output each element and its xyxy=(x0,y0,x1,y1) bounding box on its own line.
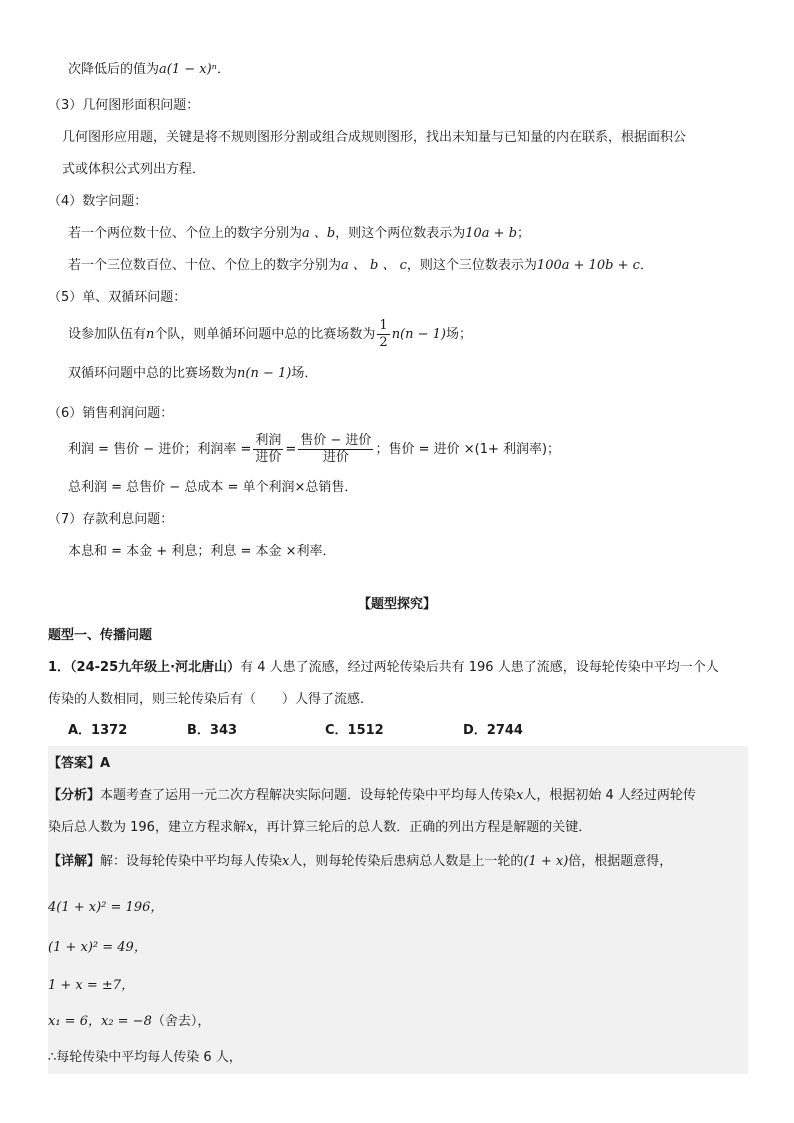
analysis-line xyxy=(48,818,591,838)
variables: a 、b xyxy=(302,226,336,241)
formula: 10a + b xyxy=(465,226,518,241)
text: 若一个两位数十位、个位上的数字分别为 xyxy=(68,226,303,241)
section-title: 【题型探究】 xyxy=(357,597,436,612)
numerator: 1 xyxy=(379,318,388,333)
variable: x xyxy=(245,820,254,835)
paragraph-line xyxy=(68,364,317,384)
paragraph-line: 本息和 = 本金 + 利息；利息 = 本金 ×利率． xyxy=(68,544,336,559)
answer-line xyxy=(48,754,110,774)
text: 场． xyxy=(291,366,318,381)
question-line: 传染的人数相同，则三轮传染后有（ ）人得了流感. xyxy=(48,692,365,707)
fraction xyxy=(377,318,389,351)
text: 个队，则单循环问题中总的比赛场数为 xyxy=(154,327,376,342)
denominator: 2 xyxy=(379,335,388,350)
fraction xyxy=(298,433,373,466)
denominator: 进价 xyxy=(322,450,349,465)
text: 若一个三位数百位、十位、个位上的数字分别为 xyxy=(68,258,342,273)
text: 场； xyxy=(446,327,473,342)
root-1: x₁ = 6， xyxy=(48,1014,101,1029)
paragraph-line: 式或体积公式列出方程． xyxy=(62,162,206,177)
text: 人，根据初始 4 人经过两轮传 xyxy=(523,788,696,803)
numerator: 售价 − 进价 xyxy=(300,433,372,448)
text: 染后总人数为 196，建立方程求解 xyxy=(48,820,246,835)
answer-label: 【答案】 xyxy=(48,756,101,771)
variable: n xyxy=(146,327,155,342)
variables: a 、 b 、 c xyxy=(341,258,407,273)
formula: n(n − 1) xyxy=(391,327,447,342)
equation-4 xyxy=(48,1012,210,1032)
equation-1: 4(1 + x)² = 196， xyxy=(48,900,164,915)
equals-sign: = xyxy=(285,442,297,457)
text: 解：设每轮传染中平均每人传染 xyxy=(100,854,283,869)
paragraph-line xyxy=(68,256,653,276)
subheading-5: （5）单、双循环问题： xyxy=(48,290,187,305)
paragraph-line xyxy=(68,224,530,244)
question-number: 1． xyxy=(48,660,71,675)
text: 倍，根据题意得， xyxy=(568,854,673,869)
formula: 100a + 10b + c xyxy=(536,258,640,273)
text: ，则这个两位数表示为 xyxy=(335,226,466,241)
paragraph-line xyxy=(68,318,472,352)
option-d: D．2744 xyxy=(463,723,523,738)
text: 有 4 人患了流感，经过两轮传染后共有 196 人患了流感，设每轮传染中平均一个人 xyxy=(240,660,719,675)
formula: n(n − 1) xyxy=(237,366,292,381)
text: 本题考查了运用一元二次方程解决实际问题．设每轮传染中平均每人传染 xyxy=(100,788,517,803)
text: 人，则每轮传染后患病总人数是上一轮的 xyxy=(289,854,524,869)
text: 设参加队伍有 xyxy=(68,327,147,342)
option-b: B．343 xyxy=(187,723,238,738)
text: ． xyxy=(639,258,653,273)
text: 利润 = 售价 − 进价；利润率 = xyxy=(68,442,252,457)
analysis-label: 【分析】 xyxy=(48,788,101,803)
question-source: （24-25九年级上·河北唐山） xyxy=(70,660,241,675)
text: 次降低后的值为 xyxy=(68,62,160,77)
equation-3: 1 + x = ±7， xyxy=(48,978,135,993)
denominator: 进价 xyxy=(255,450,282,465)
numerator: 利润 xyxy=(255,433,282,448)
text: 双循环问题中总的比赛场数为 xyxy=(68,366,238,381)
text: （舍去）， xyxy=(151,1014,211,1029)
subheading-6: （6）销售利润问题： xyxy=(48,406,174,421)
formula: (1 + x) xyxy=(523,854,569,869)
equation-2: (1 + x)² = 49， xyxy=(48,940,147,955)
text: ． xyxy=(216,62,230,77)
root-2: x₂ = −8 xyxy=(100,1014,152,1029)
conclusion-line: ∴每轮传染中平均每人传染 6 人， xyxy=(48,1050,242,1065)
detail-line xyxy=(48,852,672,872)
formula: a(1 − x)ⁿ xyxy=(159,62,217,77)
text: ； xyxy=(517,226,531,241)
text: ，再计算三轮后的总人数．正确的列出方程是解题的关键． xyxy=(253,820,592,835)
variable: x xyxy=(282,854,290,869)
type-heading: 题型一、传播问题 xyxy=(48,628,153,643)
paragraph-line xyxy=(68,432,560,468)
detail-label: 【详解】 xyxy=(48,854,101,869)
question-line xyxy=(48,658,719,678)
text: ，则这个三位数表示为 xyxy=(406,258,537,273)
paragraph-line xyxy=(68,60,230,80)
subheading-3: （3）几何图形面积问题： xyxy=(48,98,200,113)
variable: x xyxy=(516,788,524,803)
subheading-7: （7）存款利息问题： xyxy=(48,512,174,527)
option-a: A．1372 xyxy=(68,723,128,738)
answer-value: A xyxy=(100,756,111,771)
option-c: C．1512 xyxy=(325,723,384,738)
analysis-line xyxy=(48,786,696,806)
paragraph-line: 几何图形应用题，关键是将不规则图形分割或组合成规则图形，找出未知量与已知量的内在联系，根据面积公 xyxy=(62,130,687,145)
paragraph-line: 总利润 = 总售价 − 总成本 = 单个利润×总销售． xyxy=(68,480,358,495)
fraction xyxy=(253,433,283,466)
text: ；售价 = 进价 ×(1+ 利润率)； xyxy=(375,442,561,457)
subheading-4: （4）数字问题： xyxy=(48,194,148,209)
